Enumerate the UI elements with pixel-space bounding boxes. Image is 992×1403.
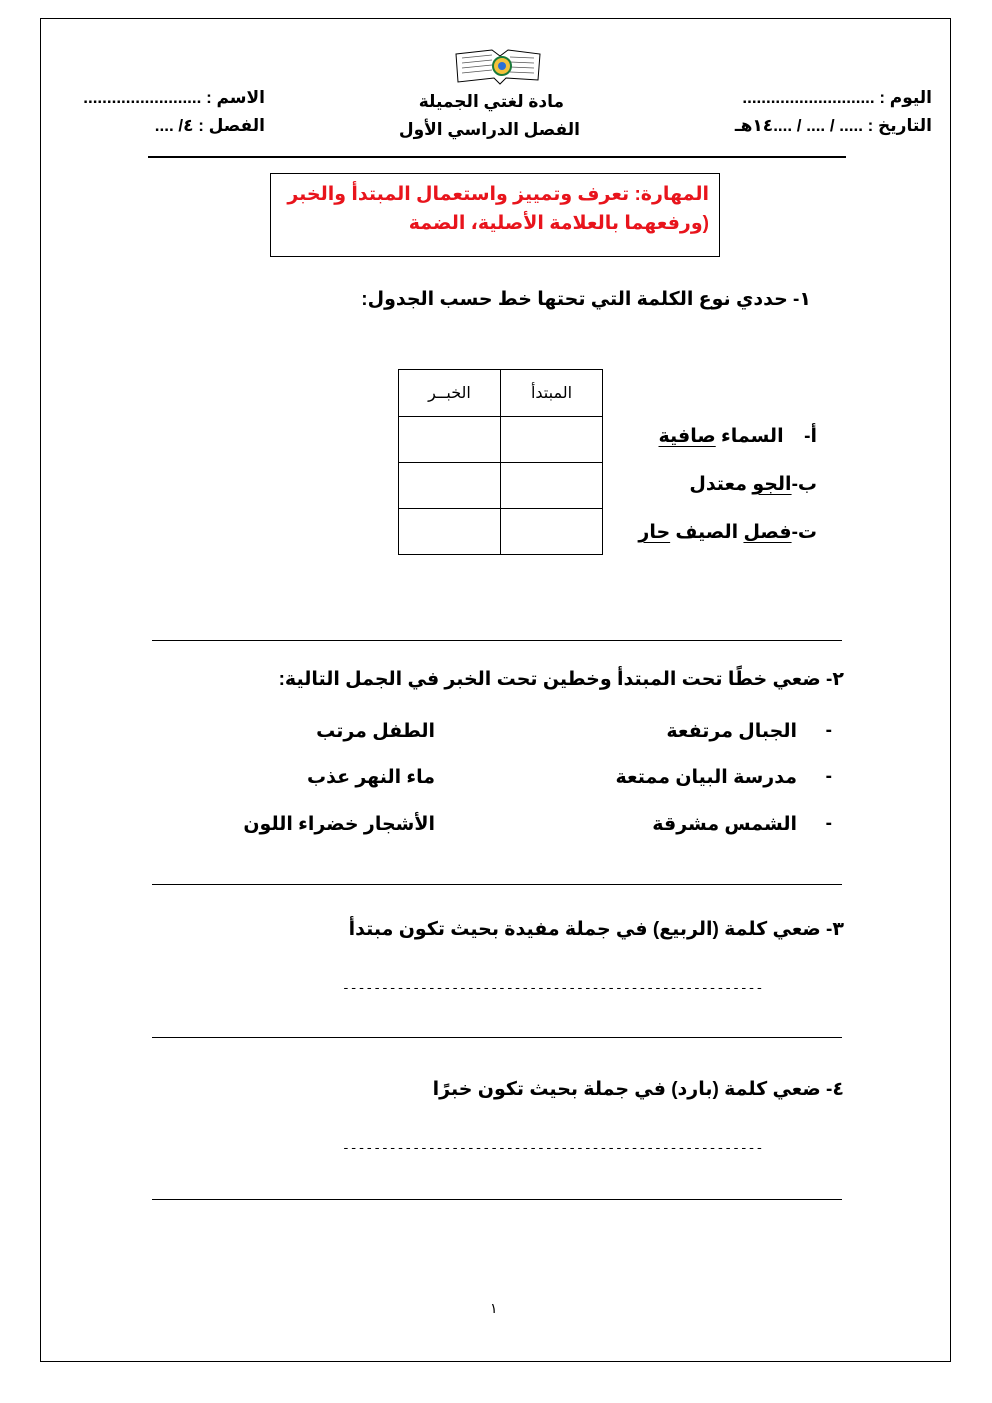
q2-bullet: -: [825, 766, 832, 787]
q1-title: ١- حددي نوع الكلمة التي تحتها خط حسب الجدول:: [361, 289, 811, 310]
classification-table: [398, 369, 603, 555]
skill-line-2: (ورفعهما بالعلامة الأصلية، الضمة: [408, 213, 709, 234]
skill-box: [270, 173, 720, 257]
item-text: الصيف: [670, 522, 744, 543]
item-marker: ب-: [791, 474, 817, 495]
section-divider: [152, 884, 842, 885]
item-text: معتدل: [689, 474, 753, 495]
answer-cell[interactable]: [399, 509, 501, 555]
answer-cell[interactable]: [399, 463, 501, 509]
q4-answer-line[interactable]: ------------------------------------------------------: [342, 1141, 764, 1156]
class-field: الفصل : ٤/ ....: [154, 116, 265, 135]
underlined-word: صافية: [658, 426, 716, 447]
logo-image: [452, 44, 544, 90]
day-field: اليوم : ............................: [742, 88, 932, 107]
q2-sentence: ماء النهر عذب: [307, 767, 435, 788]
q2-sentence: الطفل مرتب: [316, 721, 435, 742]
answer-cell[interactable]: [501, 417, 603, 463]
item-text: السماء: [715, 426, 784, 447]
q1-item-b: [689, 473, 817, 496]
underlined-word: الجو: [752, 474, 792, 495]
semester-title: الفصل الدراسي الأول: [398, 120, 580, 139]
item-marker: أ-: [804, 426, 817, 447]
q2-sentence: الجبال مرتفعة: [666, 721, 797, 742]
q2-bullet: -: [825, 720, 832, 741]
q1-item-t: [638, 521, 817, 544]
answer-cell[interactable]: [501, 463, 603, 509]
header-divider: [148, 156, 846, 158]
answer-cell[interactable]: [501, 509, 603, 555]
q3-answer-line[interactable]: ------------------------------------------------------: [342, 981, 764, 996]
date-field: التاريخ : ..... / .... / ....١٤هـ: [734, 116, 932, 135]
section-divider: [152, 640, 842, 641]
q1-item-a: [659, 425, 817, 448]
header-mubtada: المبتدأ: [501, 370, 603, 417]
skill-line-1: المهارة: تعرف وتمييز واستعمال المبتدأ والخبر: [287, 184, 709, 205]
section-divider: [152, 1199, 842, 1200]
q2-sentence: الأشجار خضراء اللون: [243, 814, 435, 835]
q3-title: ٣- ضعي كلمة (الربيع) في جملة مفيدة بحيث تكون مبتدأ: [348, 919, 844, 940]
q4-title: ٤- ضعي كلمة (بارد) في جملة بحيث تكون خبرًا: [432, 1079, 844, 1100]
underlined-word: حار: [638, 522, 671, 543]
q2-bullet: -: [825, 813, 832, 834]
q2-sentence: مدرسة البيان ممتعة: [615, 767, 797, 788]
q2-title: ٢- ضعي خطًا تحت المبتدأ وخطين تحت الخبر في الجمل التالية:: [278, 669, 844, 690]
header-khabar: الخبــر: [399, 370, 501, 417]
page-number: ١: [490, 1300, 498, 1316]
item-marker: ت-: [791, 522, 817, 543]
underlined-word: فصل: [743, 522, 792, 543]
section-divider: [152, 1037, 842, 1038]
subject-title: مادة لغتي الجميلة: [418, 92, 564, 111]
answer-cell[interactable]: [399, 417, 501, 463]
q2-sentence: الشمس مشرقة: [652, 814, 797, 835]
name-field: الاسم : .........................: [83, 88, 265, 107]
